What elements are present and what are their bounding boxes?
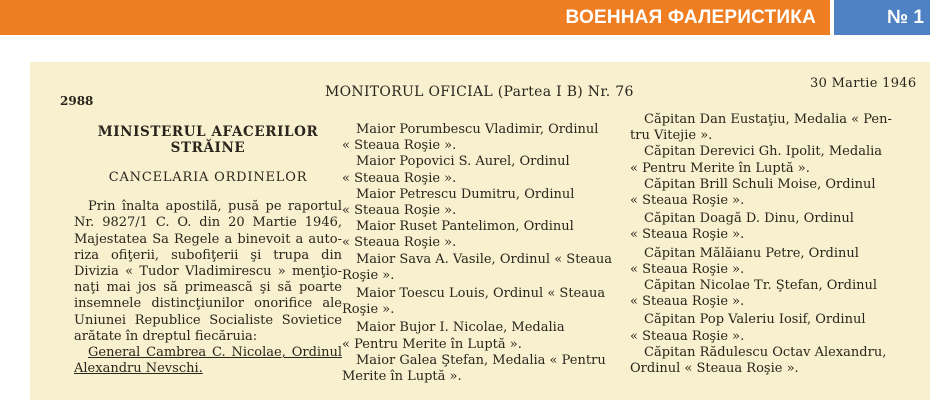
entry-line: « Steaua Roşie ». <box>630 193 745 209</box>
paragraph-line: Majestatea Sa Regele a binevoit a auto- <box>74 231 342 247</box>
entry-line: Căpitan Doagă D. Dinu, Ordinul <box>644 211 854 227</box>
entry-line: Maior Petrescu Dumitru, Ordinul <box>356 186 575 202</box>
page-number: 2988 <box>60 94 94 108</box>
entry-line: Maior Popovici S. Aurel, Ordinul <box>356 154 570 170</box>
entry-line: Ordinul « Steaua Roşie ». <box>630 361 799 377</box>
entry-line: Maior Galea Ştefan, Medalia « Pentru <box>356 352 606 368</box>
paragraph-line: insemnele distincţiunilor onorifice ale <box>74 296 342 312</box>
entry-general-line-2: Alexandru Nevschi. <box>74 361 203 377</box>
entry-line: Căpitan Pop Valeriu Iosif, Ordinul <box>644 312 866 328</box>
issue-number: № 1 <box>886 6 924 28</box>
entry-line: « Steaua Roşie ». <box>630 261 745 277</box>
monitor-date: 30 Martie 1946 <box>810 76 917 91</box>
scanned-document <box>30 62 930 400</box>
entry-line: Căpitan Dan Eustaţiu, Medalia « Pen- <box>644 112 892 127</box>
entry-line: Căpitan Mălăianu Petre, Ordinul <box>644 245 859 261</box>
magazine-header <box>0 0 930 35</box>
entry-line: Merite în Luptă ». <box>342 369 462 385</box>
ministry-line-2: STRĂINE <box>170 140 246 156</box>
entry-line: Maior Toescu Louis, Ordinul « Steaua <box>356 286 606 302</box>
entry-line: « Steaua Roşie ». <box>630 328 745 344</box>
paragraph-line: Divizia « Tudor Vladimirescu » menţio- <box>74 264 342 280</box>
entry-line: Roşie ». <box>342 267 395 283</box>
decree-paragraph <box>74 199 342 377</box>
paragraph-line: Nr. 9827/1 C. O. din 20 Martie 1946, <box>74 215 342 231</box>
entry-line: Maior Ruset Pantelimon, Ordinul <box>356 219 574 235</box>
paragraph-line: Prin înalta apostilă, pusă pe raportul <box>88 199 342 215</box>
ministry-line-1: MINISTERUL AFACERILOR <box>97 124 319 140</box>
entry-line: « Pentru Merite în Luptă ». <box>630 160 810 176</box>
chancellery-heading: CANCELARIA ORDINELOR <box>108 170 308 185</box>
entry-line: « Steaua Roşie ». <box>630 227 745 243</box>
paragraph-line: arătate în dreptul fiecăruia: <box>74 328 258 344</box>
header-issue-band <box>834 0 930 35</box>
entry-line: Maior Bujor I. Nicolae, Medalia <box>356 320 565 336</box>
paragraph-line: Uniunei Republice Socialiste Sovietice <box>74 312 342 328</box>
entry-general-line-1: General Cambrea C. Nicolae, Ordinul <box>88 345 342 361</box>
entry-line: Maior Sava A. Vasile, Ordinul « Steaua <box>356 251 612 267</box>
entry-line: Maior Porumbescu Vladimir, Ordinul <box>356 122 599 137</box>
paragraph-line: naţi mai jos să primească şi să poarte <box>74 280 342 296</box>
paragraph-line: riza ofiţerii, subofiţerii şi trupa din <box>74 247 342 263</box>
entry-line: « Steaua Roşie ». <box>342 170 457 186</box>
column-1 <box>74 124 342 377</box>
entry-line: Căpitan Rădulescu Octav Alexandru, <box>644 344 887 360</box>
ministry-heading <box>74 124 342 156</box>
column-3 <box>630 112 912 377</box>
entry-line: Căpitan Brill Schuli Moise, Ordinul <box>644 176 876 192</box>
entry-line: « Steaua Roşie ». <box>630 294 745 310</box>
entry-line: Căpitan Derevici Gh. Ipolit, Medalia <box>644 144 883 160</box>
header-title-band <box>0 0 830 35</box>
column-2 <box>342 122 624 385</box>
entry-line: tru Vitejie ». <box>630 128 713 144</box>
entry-line: Căpitan Nicolae Tr. Ştefan, Ordinul <box>644 278 878 294</box>
entry-line: « Steaua Roşie ». <box>342 203 457 219</box>
entry-line: « Pentru Merite în Luptă ». <box>342 336 522 352</box>
entry-line: Roşie ». <box>342 302 395 318</box>
entry-line: « Steaua Roşie ». <box>342 138 457 154</box>
entry-line: « Steaua Roşie ». <box>342 235 457 251</box>
header-title: ВОЕННАЯ ФАЛЕРИСТИКА <box>565 6 816 28</box>
monitor-header: MONITORUL OFICIAL (Partea I B) Nr. 76 <box>325 84 634 100</box>
